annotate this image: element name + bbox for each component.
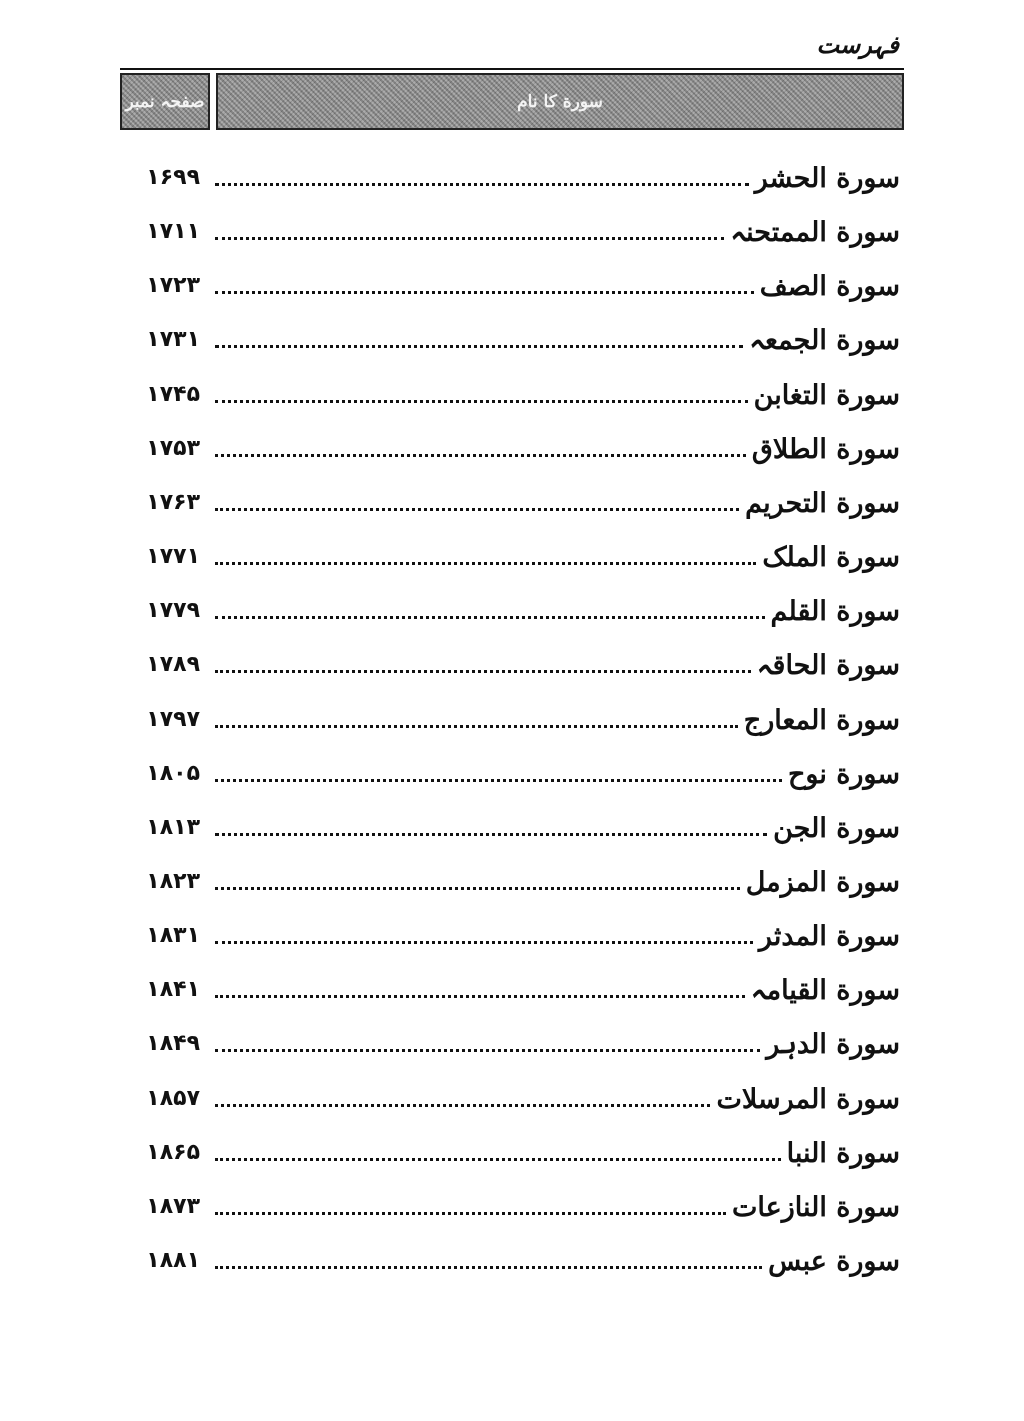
dot-leader: [215, 941, 753, 944]
surah-name: سورة عبس: [768, 1246, 900, 1277]
surah-name: سورة نوح: [787, 758, 900, 790]
page-number: ۱۸۴۱: [146, 977, 200, 1003]
page-number: ۱۸۵۷: [146, 1085, 200, 1111]
surah-name: سورة المرسلات: [716, 1083, 900, 1115]
surah-name: سورة الجمعہ: [749, 325, 900, 357]
dot-leader: [215, 1104, 710, 1107]
dot-leader: [215, 183, 749, 186]
toc-entry: [120, 475, 904, 521]
page-number: ۱۷۸۹: [146, 652, 200, 678]
toc-entry: [120, 367, 904, 413]
toc-entry: [120, 908, 904, 954]
page-number: ۱۸۸۱: [146, 1248, 200, 1273]
toc-entry: [120, 854, 904, 900]
toc-entry: [120, 204, 904, 250]
surah-name: سورة الحاقہ: [756, 650, 900, 682]
dot-leader: [215, 616, 765, 619]
page-number: ۱۷۶۳: [146, 489, 200, 515]
dot-leader: [215, 1266, 762, 1269]
dot-leader: [215, 833, 767, 836]
page-number: ۱۸۳۱: [146, 923, 200, 949]
toc-entry: [120, 1016, 904, 1062]
toc-entry: [120, 1125, 904, 1171]
surah-name: سورة التحریم: [745, 487, 900, 519]
dot-leader: [215, 508, 739, 511]
page-number: ۱۸۷۳: [146, 1193, 200, 1219]
toc-entry: [120, 258, 904, 304]
toc-entry: [120, 1233, 904, 1279]
toc-entry: [120, 800, 904, 846]
page-number: ۱۷۷۹: [146, 598, 200, 624]
dot-leader: [215, 887, 740, 890]
dot-leader: [215, 400, 748, 403]
page-number: ۱۷۱۱: [146, 219, 200, 245]
surah-name: سورة الممتحنہ: [730, 217, 900, 249]
surah-name: سورة المدثر: [758, 921, 900, 953]
dot-leader: [215, 725, 738, 728]
toc-entry: [120, 421, 904, 467]
surah-name: سورة القیامہ: [750, 975, 900, 1007]
page-number: ۱۷۴۵: [146, 381, 200, 407]
header-rule: [120, 68, 904, 70]
page-number: ۱۷۲۳: [146, 273, 200, 299]
dot-leader: [215, 345, 743, 348]
surah-name: سورة الحشر: [754, 163, 900, 194]
toc-entry: [120, 312, 904, 358]
running-head: فہرست: [816, 30, 899, 59]
surah-name: سورة الطلاق: [751, 433, 900, 465]
dot-leader: [215, 1158, 781, 1161]
toc-entry: [120, 1179, 904, 1225]
page-number-column-header: [120, 73, 210, 130]
page-number: ۱۸۶۵: [146, 1139, 200, 1165]
surah-name: سورة التغابن: [753, 379, 900, 411]
page-number: ۱۷۵۳: [146, 435, 200, 461]
surah-name: سورة النازعات: [731, 1191, 900, 1223]
surah-name-column-header: [216, 73, 904, 130]
dot-leader: [215, 995, 745, 998]
toc-entry: [120, 150, 904, 196]
dot-leader: [215, 1212, 726, 1215]
surah-name: سورة النبا: [786, 1137, 900, 1169]
page-number: ۱۷۷۱: [146, 544, 200, 570]
toc-entry: [120, 746, 904, 792]
dot-leader: [215, 670, 751, 673]
dot-leader: [215, 237, 724, 240]
surah-name: سورة الجن: [773, 812, 900, 844]
toc-entry: [120, 583, 904, 629]
surah-name: سورة القلم: [770, 596, 900, 628]
page-number: ۱۸۴۹: [146, 1031, 200, 1057]
surah-name: سورة المزمل: [745, 866, 900, 898]
toc-entry: [120, 692, 904, 738]
surah-name: سورة المعارج: [743, 704, 900, 736]
surah-name-column-label: سورة کا نام: [517, 91, 603, 112]
toc-entry: [120, 962, 904, 1008]
surah-name: سورة الصف: [759, 271, 900, 303]
table-header: [120, 73, 904, 130]
dot-leader: [215, 779, 782, 782]
dot-leader: [215, 562, 756, 565]
page-number: ۱۷۹۷: [146, 706, 200, 732]
dot-leader: [215, 1049, 760, 1052]
surah-name: سورة الملک: [762, 542, 900, 574]
page-number: ۱۷۳۱: [146, 327, 200, 353]
surah-name: سورة الدہر: [766, 1029, 900, 1061]
page-number: ۱۸۰۵: [146, 760, 200, 786]
page-number-column-label: صفحہ نمبر: [125, 92, 205, 112]
toc-entry: [120, 637, 904, 683]
toc-entry: [120, 1071, 904, 1117]
page-number: ۱۸۲۳: [146, 868, 200, 894]
page-number: ۱۶۹۹: [146, 165, 200, 190]
page-number: ۱۸۱۳: [146, 814, 200, 840]
toc-entry: [120, 529, 904, 575]
dot-leader: [215, 454, 746, 457]
dot-leader: [215, 291, 754, 294]
